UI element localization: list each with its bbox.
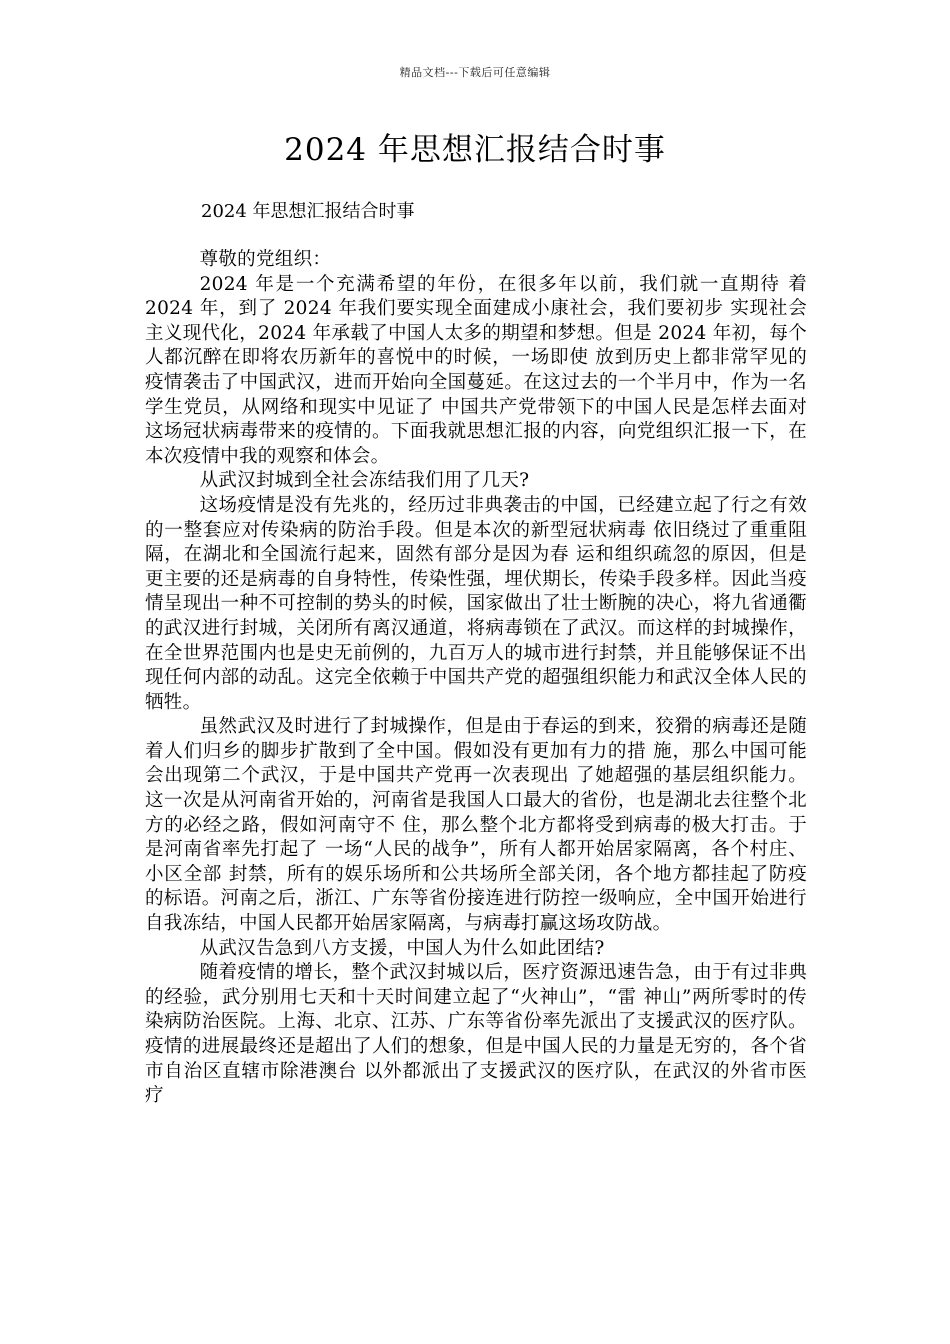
paragraph-intro: 2024 年是一个充满希望的年份，在很多年以前，我们就一直期待 着 2024 年，到了 2024 年我们要实现全面建成小康社会，我们要初步 实现社会主义现代化，2024 年承载了中国人太多的期望和梦想。但是 2024 年初，每个人都沉醉在即将农历新年的喜悦中的时候，一场即使 放到历史上都非常罕见的疫情袭击了中国武汉，进而开始向全国蔓延。在这过去的一个半月中，作为一名学生党员，从网络和现实中见证了 中国共产党带领下的中国人民是怎样去面对这场冠状病毒带来的疫情的。下面我就思想汇报的内容，向党组织汇报一下，在本次疫情中我的观察和体会。 [145,273,807,467]
header-note: 精品文档---下载后可任意编辑 [399,66,551,79]
document-body [145,248,807,1109]
section-heading-support: 从武汉告急到八方支援，中国人为什么如此团结? [199,937,605,959]
paragraph-support: 随着疫情的增长，整个武汉封城以后，医疗资源迅速告急，由于有过非典的经验，武分别用七天和十天时间建立起了“火神山”，“雷 神山”两所零时的传染病防治医院。上海、北京、江苏、广东等省份率先派出了支援武汉的医疗队。疫情的进展最终还是超出了人们的想象，但是中国人民的力量是无穷的，各个省市自治区直辖市除港澳台 以外都派出了支援武汉的医疗队，在武汉的外省市医疗 [145,962,807,1107]
paragraph-lockdown: 这场疫情是没有先兆的，经历过非典袭击的中国，已经建立起了行之有效的一整套应对传染病的防治手段。但是本次的新型冠状病毒 依旧绕过了重重阻隔，在湖北和全国流行起来，固然有部分是因为春 运和组织疏忽的原因，但是更主要的还是病毒的自身特性，传染性强，埋伏期长，传染手段多样。因此当疫情呈现出一种不可控制的势头的时候，国家做出了壮士断腕的决心，将九省通衢的武汉进行封城，关闭所有离汉通道，将病毒锁在了武汉。而这样的封城操作，在全世界范围内也是史无前例的，九百万人的城市进行封禁，并且能够保证不出现任何内部的动乱。这完全依赖于中国共产党的超强组织能力和武汉全体人民的牺牲。 [145,494,807,713]
section-heading-lockdown: 从武汉封城到全社会冻结我们用了几天? [199,470,530,492]
salutation: 尊敬的党组织： [199,249,332,270]
document-subtitle: 2024 年思想汇报结合时事 [201,201,415,222]
paragraph-nationwide: 虽然武汉及时进行了封城操作，但是由于春运的到来，狡猾的病毒还是随着人们归乡的脚步扩散到了全中国。假如没有更加有力的措 施，那么中国可能会出现第二个武汉，于是中国共产党再一次表现出 了她超强的基层组织能力。这一次是从河南省开始的，河南省是我国人口最大的省份，也是湖北去往整个北方的必经之路，假如河南守不 住，那么整个北方都将受到病毒的极大打击。于是河南省率先打起了 一场“人民的战争”，所有人都开始居家隔离，各个村庄、小区全部 封禁，所有的娱乐场所和公共场所全部关闭，各个地方都挂起了防疫的标语。河南之后，浙江、广东等省份接连进行防控一级响应，全中国开始进行自我冻结，中国人民都开始居家隔离，与病毒打赢这场攻防战。 [145,716,807,935]
document-title: 2024 年思想汇报结合时事 [284,132,666,168]
